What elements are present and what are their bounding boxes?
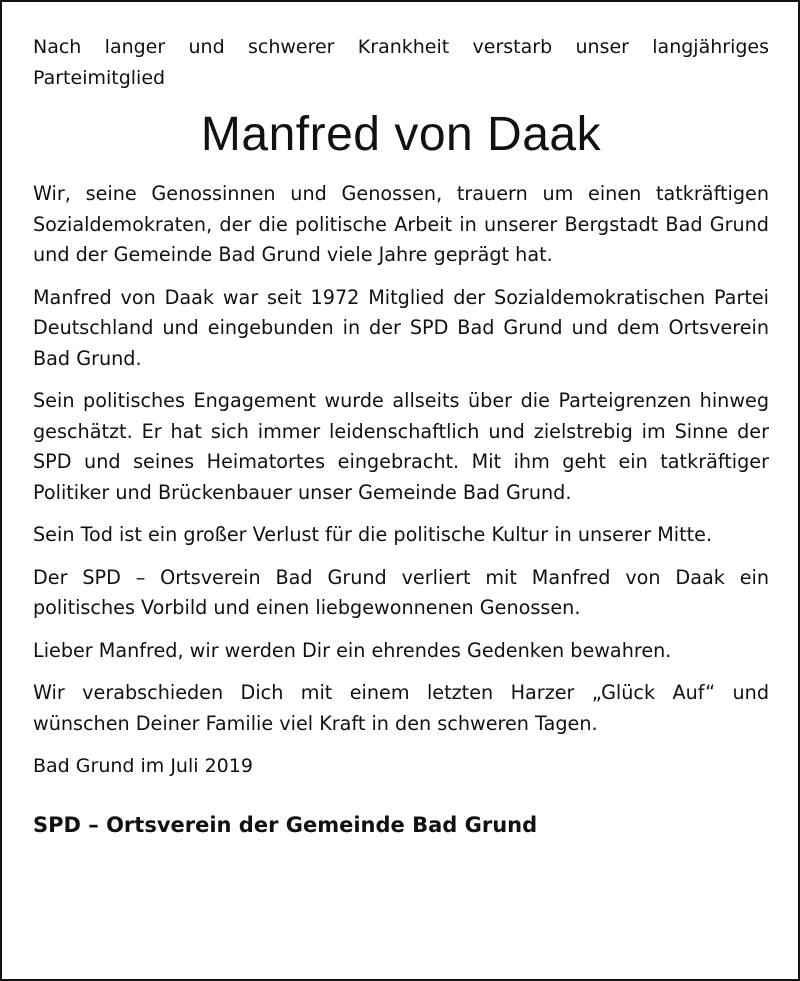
paragraph-farewell: Wir verabschieden Dich mit einem letzten Harzer „Glück Auf“ und wünschen Deiner Familie viel Kraft in den schweren Tagen. — [33, 681, 769, 735]
place-date: Bad Grund im Juli 2019 — [33, 755, 253, 777]
paragraph-role-model: Der SPD – Ortsverein Bad Grund verliert mit Manfred von Daak ein politisches Vorbild und einen liebgewonnenen Genossen. — [33, 565, 769, 619]
paragraph-loss: Sein Tod ist ein großer Verlust für die politische Kultur in unserer Mitte. — [33, 523, 713, 546]
deceased-name: Manfred von Daak — [200, 108, 602, 161]
paragraph-remembrance: Lieber Manfred, wir werden Dir ein ehrendes Gedenken bewahren. — [33, 638, 672, 662]
signature: SPD – Ortsverein der Gemeinde Bad Grund — [33, 812, 538, 837]
intro-text: Nach langer und schwerer Krankheit verstarb unser langjähriges Parteimitglied — [33, 36, 769, 89]
paragraph-mourning: Wir, seine Genossinnen und Genossen, trauern um einen tatkräftigen Sozialdemokraten, der die politische Arbeit in unserer Bergstadt Bad Grund und der Gemeinde Bad Grund viele Jahre geprägt hat. — [33, 182, 769, 266]
paragraph-membership: Manfred von Daak war seit 1972 Mitglied der Sozialdemokratischen Partei Deutschland und eingebunden in der SPD Bad Grund und dem Ortsverein Bad Grund. — [33, 285, 769, 370]
paragraph-engagement: Sein politisches Engagement wurde allseits über die Parteigrenzen hinweg geschätzt. Er hat sich immer leidenschaftlich und zielstrebig im Sinne der SPD und seines Heimatortes eingebracht. Mit ihm geht ein tatkräftiger Politiker und Brückenbauer unser Gemeinde Bad Grund. — [33, 389, 769, 504]
